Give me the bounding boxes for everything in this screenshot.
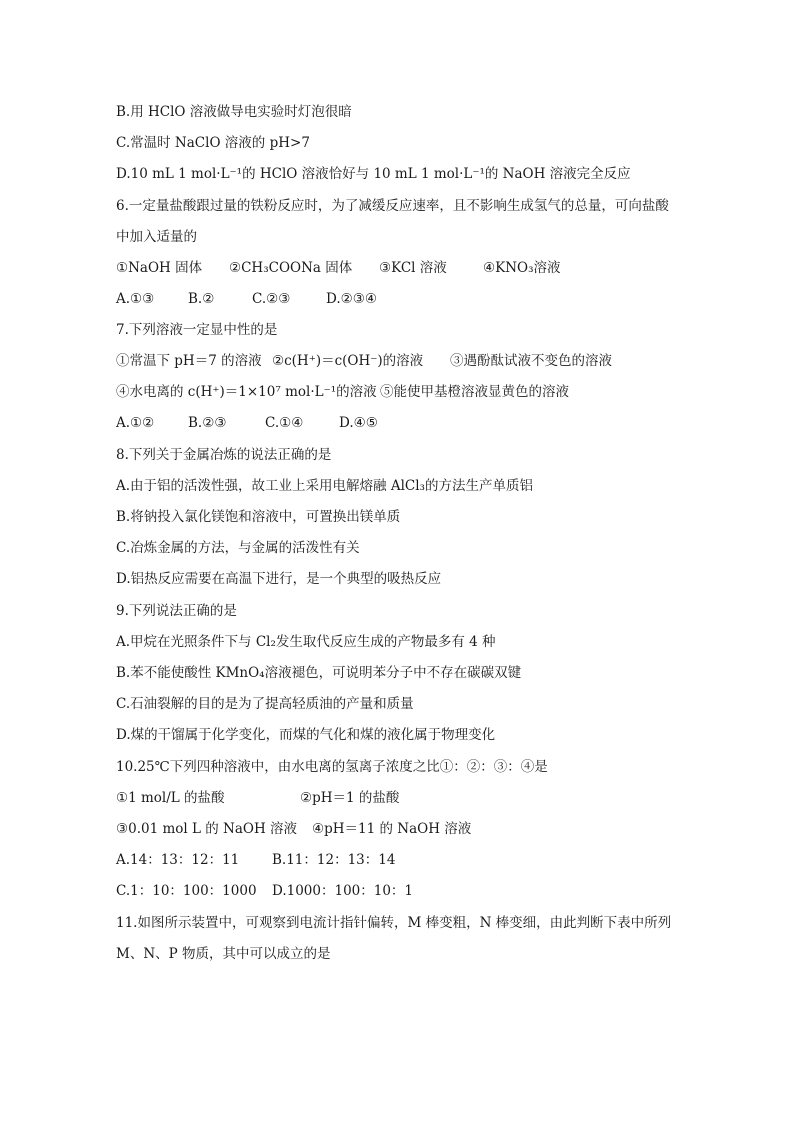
q8-option-a: A.由于铝的活泼性强，故工业上采用电解熔融 AlCl₃的方法生产单质铝 (116, 478, 533, 494)
q9-option-d: D.煤的干馏属于化学变化，而煤的气化和煤的液化属于物理变化 (116, 727, 496, 743)
q7-stem: 7.下列溶液一定显中性的是 (116, 322, 278, 338)
q7-items-row2 (116, 382, 569, 402)
q10-item-3: ③0.01 mol L 的 NaOH 溶液 (116, 821, 298, 837)
q10-items-row2 (116, 819, 471, 839)
q10-item-1: ①1 mol/L 的盐酸 (116, 790, 225, 806)
q10-option-a: A.14：13：12：11 (116, 852, 240, 868)
q6-item-3: ③KCl 溶液 (379, 260, 447, 276)
q5-option-d: D.10 mL 1 mol·L⁻¹的 HClO 溶液恰好与 10 mL 1 mol·L⁻¹的 NaOH 溶液完全反应 (116, 166, 631, 182)
q7-options (116, 413, 378, 433)
q10-stem: 10.25℃下列四种溶液中，由水电离的氢离子浓度之比①：②：③：④是 (116, 759, 548, 775)
q6-stem-line2: 中加入适量的 (116, 229, 197, 245)
q7-item-3: ③遇酚酞试液不变色的溶液 (450, 353, 612, 369)
q6-items (116, 258, 560, 278)
q7-items-row1 (116, 351, 612, 371)
q6-options (116, 289, 377, 309)
q8-option-c: C.冶炼金属的方法，与金属的活泼性有关 (116, 540, 360, 556)
q10-option-d: D.1000：100：10：1 (272, 883, 414, 899)
q7-option-c: C.①④ (265, 415, 304, 431)
q8-stem: 8.下列关于金属冶炼的说法正确的是 (116, 447, 332, 463)
q9-option-c: C.石油裂解的目的是为了提高轻质油的产量和质量 (116, 696, 414, 712)
q7-option-a: A.①② (116, 415, 155, 431)
q10-item-4: ④pH＝11 的 NaOH 溶液 (312, 821, 472, 837)
q10-options-row1 (116, 850, 395, 870)
q6-stem-line1: 6.一定量盐酸跟过量的铁粉反应时，为了减缓反应速率，且不影响生成氢气的总量，可向盐酸 (116, 198, 669, 214)
q6-item-4: ④KNO₃溶液 (483, 260, 561, 276)
q7-option-d: D.④⑤ (339, 415, 378, 431)
q10-items-row1 (116, 788, 399, 808)
q8-option-b: B.将钠投入氯化镁饱和溶液中，可置换出镁单质 (116, 509, 401, 525)
q7-item-5: ⑤能使甲基橙溶液显黄色的溶液 (380, 384, 569, 400)
q6-option-d: D.②③④ (326, 291, 377, 307)
q5-option-b: B.用 HClO 溶液做导电实验时灯泡很暗 (116, 104, 352, 120)
q10-options-row2 (116, 881, 413, 901)
q7-item-4: ④水电离的 c(H⁺)＝1×10⁷ mol·L⁻¹的溶液 (116, 384, 377, 400)
q8-option-d: D.铝热反应需要在高温下进行，是一个典型的吸热反应 (116, 571, 442, 587)
q10-option-c: C.1：10：100：1000 (116, 883, 257, 899)
q6-item-2: ②CH₃COONa 固体 (229, 260, 353, 276)
q9-option-a: A.甲烷在光照条件下与 Cl₂发生取代反应生成的产物最多有 4 种 (116, 634, 496, 650)
q7-item-1: ①常温下 pH＝7 的溶液 (116, 353, 262, 369)
q11-stem-line2: M、N、P 物质，其中可以成立的是 (116, 946, 331, 962)
q9-stem: 9.下列说法正确的是 (116, 603, 237, 619)
q7-option-b: B.②③ (188, 415, 227, 431)
q7-item-2: ②c(H⁺)＝c(OH⁻)的溶液 (272, 353, 424, 369)
q6-option-a: A.①③ (116, 291, 155, 307)
q6-option-c: C.②③ (252, 291, 291, 307)
q10-option-b: B.11：12：13：14 (272, 852, 396, 868)
q9-option-b: B.苯不能使酸性 KMnO₄溶液褪色，可说明苯分子中不存在碳碳双键 (116, 665, 522, 681)
q5-option-c: C.常温时 NaClO 溶液的 pH>7 (116, 135, 310, 151)
q11-stem-line1: 11.如图所示装置中，可观察到电流计指针偏转，M 棒变粗，N 棒变细，由此判断下表中所列 (116, 915, 672, 931)
q10-item-2: ②pH＝1 的盐酸 (300, 790, 400, 806)
q6-option-b: B.② (188, 291, 215, 307)
q6-item-1: ①NaOH 固体 (116, 260, 203, 276)
